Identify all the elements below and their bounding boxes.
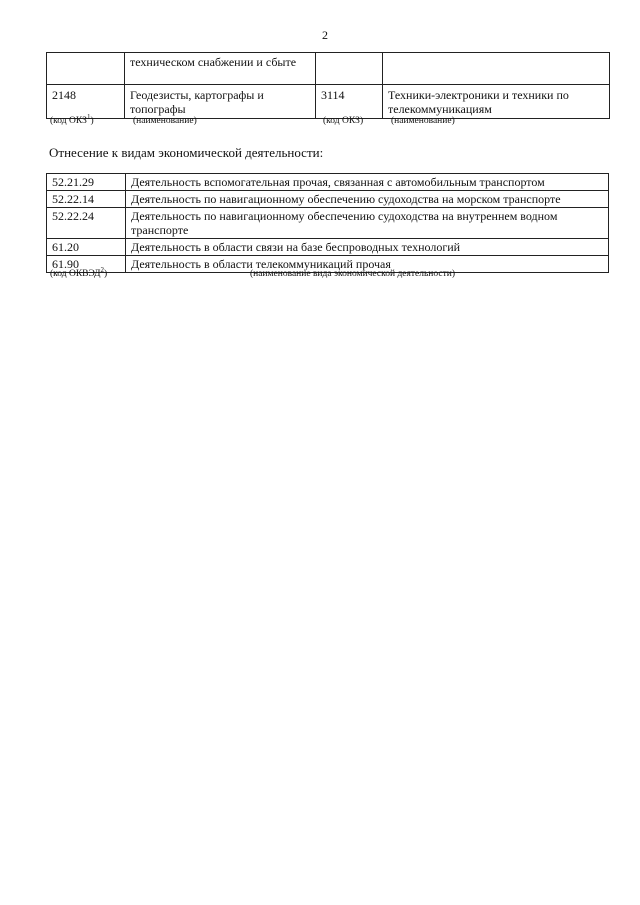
okz-code-cell: 2148 (47, 85, 125, 119)
okz-name-cell: техническом снабжении и сбыте (125, 53, 316, 85)
okved-code-cell: 52.22.14 (47, 191, 126, 208)
page-number: 2 (322, 28, 328, 42)
table-row (47, 174, 609, 191)
okz-code-caption-close: ) (90, 116, 94, 126)
okved-code-caption (50, 265, 108, 279)
okz-code-caption: (код ОКЗ) (323, 116, 364, 126)
section-heading: Отнесение к видам экономической деятельности: (49, 145, 324, 160)
okz-name-caption: (наименование) (391, 116, 455, 126)
okved-code-cell: 52.21.29 (47, 174, 126, 191)
okved-code-cell: 61.90 (47, 256, 126, 273)
okved-name-cell: Деятельность по навигационному обеспечению судоходства на морском транспорте (126, 191, 609, 208)
okved-name-cell: Деятельность в области телекоммуникаций прочая (126, 256, 609, 273)
table-row (47, 85, 610, 119)
okz-table (46, 52, 610, 119)
okved-name-cell: Деятельность вспомогательная прочая, связанная с автомобильным транспортом (126, 174, 609, 191)
okz-code-cell (316, 53, 383, 85)
okz-name-caption: (наименование) (133, 116, 197, 126)
table-row (47, 53, 610, 85)
okved-captions (0, 265, 640, 283)
footnote-marker: 2 (100, 265, 104, 274)
okved-table (46, 173, 609, 273)
okz-code-cell (47, 53, 125, 85)
okved-code-caption-text: (код ОКВЭД (50, 269, 101, 279)
okz-code-cell: 3114 (316, 85, 383, 119)
okved-code-cell: 61.20 (47, 239, 126, 256)
table-row (47, 208, 609, 239)
okved-code-cell: 52.22.24 (47, 208, 126, 239)
okz-code-caption-text: (код ОКЗ (50, 116, 87, 126)
okz-captions (0, 112, 640, 130)
okz-name-cell: Техники-электроники и техники по телекоммуникациям (383, 85, 610, 119)
table-row (47, 191, 609, 208)
okz-code-caption (50, 112, 94, 126)
okved-name-cell: Деятельность по навигационному обеспечению судоходства на внутреннем водном транспорте (126, 208, 609, 239)
okved-code-caption-close: ) (103, 269, 108, 279)
table-row (47, 239, 609, 256)
okz-name-cell (383, 53, 610, 85)
okved-name-cell: Деятельность в области связи на базе беспроводных технологий (126, 239, 609, 256)
footnote-marker: 1 (86, 112, 91, 121)
okz-name-cell: Геодезисты, картографы и топографы (125, 85, 316, 119)
okved-name-caption: (наименование вида экономической деятельности) (250, 269, 455, 279)
